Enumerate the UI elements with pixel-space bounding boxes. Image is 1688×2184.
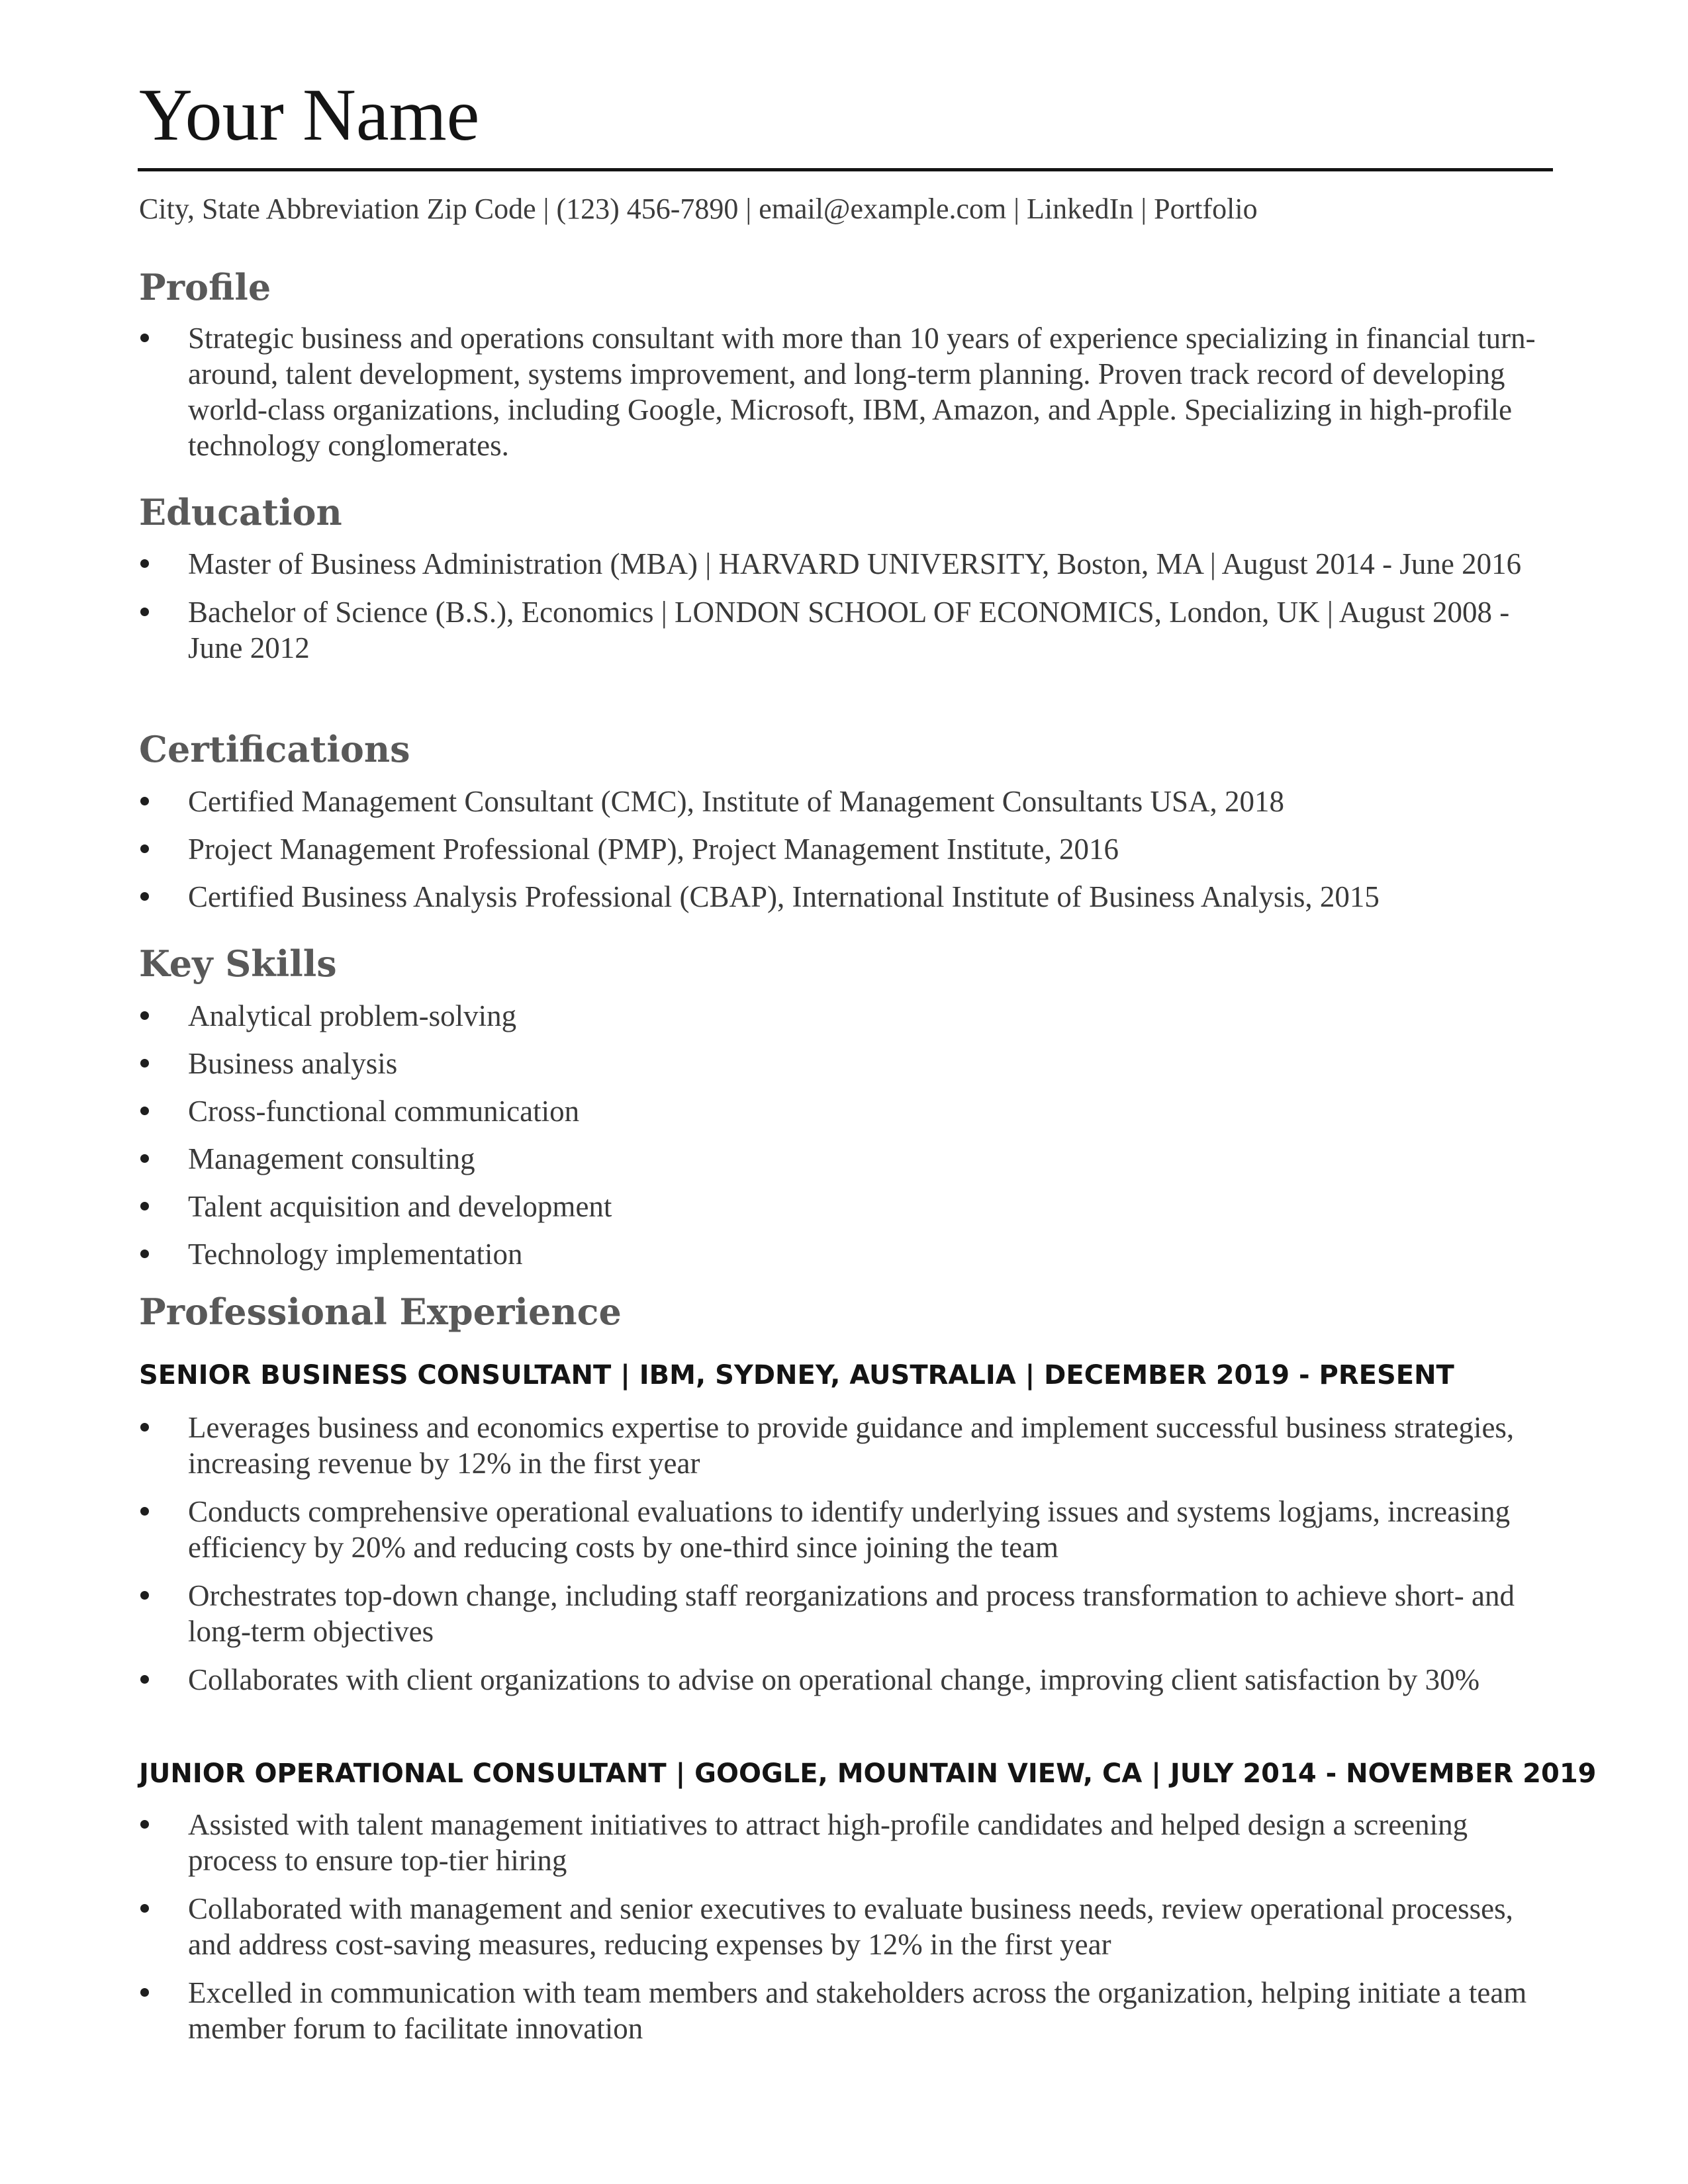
list-item-text: Business analysis — [188, 1047, 398, 1080]
header-divider — [138, 168, 1553, 171]
bullet-icon — [140, 797, 149, 805]
list-item-text: Certified Management Consultant (CMC), Institute of Management Consultants USA, 2018 — [188, 785, 1285, 818]
list-item — [138, 831, 1556, 867]
bullet-icon — [140, 1591, 149, 1600]
list-item-text: Conducts comprehensive operational evaluations to identify underlying issues and systems logjams, increasing efficiency by 20% and reducing costs by one-third since joining the team — [188, 1495, 1511, 1564]
bullet-icon — [140, 1423, 149, 1432]
list-item — [138, 1578, 1556, 1649]
candidate-name: Your Name — [139, 74, 480, 156]
list-item — [138, 1410, 1556, 1481]
section-title-education: Education — [139, 491, 342, 533]
list-item — [138, 594, 1556, 666]
bullet-icon — [140, 1250, 149, 1258]
list-item-text: Management consulting — [188, 1142, 475, 1175]
list-item — [138, 1494, 1556, 1565]
list-item-text: Analytical problem-solving — [188, 999, 517, 1032]
section-title-skills: Key Skills — [139, 942, 337, 985]
list-item — [138, 320, 1556, 463]
certifications-list — [138, 784, 1556, 915]
bullet-icon — [140, 608, 149, 616]
skills-list — [138, 998, 1556, 1272]
list-item — [138, 1662, 1556, 1698]
list-item — [138, 879, 1556, 915]
list-item — [138, 998, 1556, 1034]
section-title-certifications: Certifications — [139, 728, 410, 770]
list-item-text: Cross-functional communication — [188, 1095, 580, 1128]
list-item — [138, 1189, 1556, 1224]
list-item-text: Excelled in communication with team members and stakeholders across the organization, helping initiate a team member forum to facilitate innovation — [188, 1976, 1527, 2045]
list-item — [138, 1236, 1556, 1272]
bullet-icon — [140, 1507, 149, 1516]
list-item — [138, 1046, 1556, 1081]
profile-list — [138, 320, 1556, 463]
job-heading: SENIOR BUSINESS CONSULTANT | IBM, SYDNEY, AUSTRALIA | DECEMBER 2019 - PRESENT — [139, 1360, 1454, 1390]
bullet-icon — [140, 334, 149, 342]
list-item — [138, 1807, 1556, 1878]
bullet-icon — [140, 1154, 149, 1163]
bullet-icon — [140, 844, 149, 853]
bullet-icon — [140, 1904, 149, 1913]
list-item — [138, 784, 1556, 819]
list-item-text: Assisted with talent management initiatives to attract high-profile candidates and helped design a screening process to ensure top-tier hiring — [188, 1808, 1468, 1877]
list-item — [138, 1975, 1556, 2046]
list-item-text: Leverages business and economics expertise to provide guidance and implement successful business strategies, increasing revenue by 12% in the first year — [188, 1411, 1515, 1480]
section-title-experience: Professional Experience — [139, 1291, 622, 1333]
list-item — [138, 1093, 1556, 1129]
bullet-icon — [140, 559, 149, 568]
bullet-icon — [140, 1011, 149, 1020]
bullet-icon — [140, 1988, 149, 1997]
bullet-icon — [140, 1202, 149, 1210]
list-item-text: Talent acquisition and development — [188, 1190, 612, 1223]
bullet-icon — [140, 1107, 149, 1115]
education-list — [138, 546, 1556, 666]
list-item-text: Orchestrates top-down change, including staff reorganizations and process transformation to achieve short- and long-term objectives — [188, 1579, 1515, 1648]
list-item-text: Project Management Professional (PMP), Project Management Institute, 2016 — [188, 833, 1119, 866]
list-item — [138, 1141, 1556, 1177]
list-item — [138, 1891, 1556, 1962]
bullet-icon — [140, 1820, 149, 1829]
list-item-text: Certified Business Analysis Professional (CBAP), International Institute of Business Analysis, 2015 — [188, 880, 1380, 913]
job-bullets — [138, 1410, 1556, 1698]
list-item-text: Bachelor of Science (B.S.), Economics | LONDON SCHOOL OF ECONOMICS, London, UK | August 2008 - June 2012 — [188, 596, 1510, 664]
list-item-text: Collaborates with client organizations to advise on operational change, improving client satisfaction by 30% — [188, 1663, 1480, 1696]
contact-line: City, State Abbreviation Zip Code | (123) 456-7890 | email@example.com | LinkedIn | Portfolio — [139, 193, 1258, 225]
bullet-icon — [140, 892, 149, 901]
job-heading: JUNIOR OPERATIONAL CONSULTANT | GOOGLE, MOUNTAIN VIEW, CA | JULY 2014 - NOVEMBER 2019 — [139, 1758, 1597, 1789]
section-title-profile: Profile — [139, 266, 271, 308]
list-item — [138, 546, 1556, 582]
list-item-text: Strategic business and operations consultant with more than 10 years of experience specializing in financial turn-around, talent development, systems improvement, and long-term planning. Proven track record of developing world-class organizations, including Google, Microsoft, IBM, Amazon, and Apple. Specializing in high-profile technology conglomerates. — [188, 322, 1536, 462]
list-item-text: Technology implementation — [188, 1238, 523, 1271]
job-bullets — [138, 1807, 1556, 2046]
list-item-text: Collaborated with management and senior executives to evaluate business needs, review operational processes, and address cost-saving measures, reducing expenses by 12% in the first year — [188, 1892, 1513, 1961]
bullet-icon — [140, 1675, 149, 1684]
list-item-text: Master of Business Administration (MBA) | HARVARD UNIVERSITY, Boston, MA | August 2014 - June 2016 — [188, 547, 1522, 580]
bullet-icon — [140, 1059, 149, 1068]
